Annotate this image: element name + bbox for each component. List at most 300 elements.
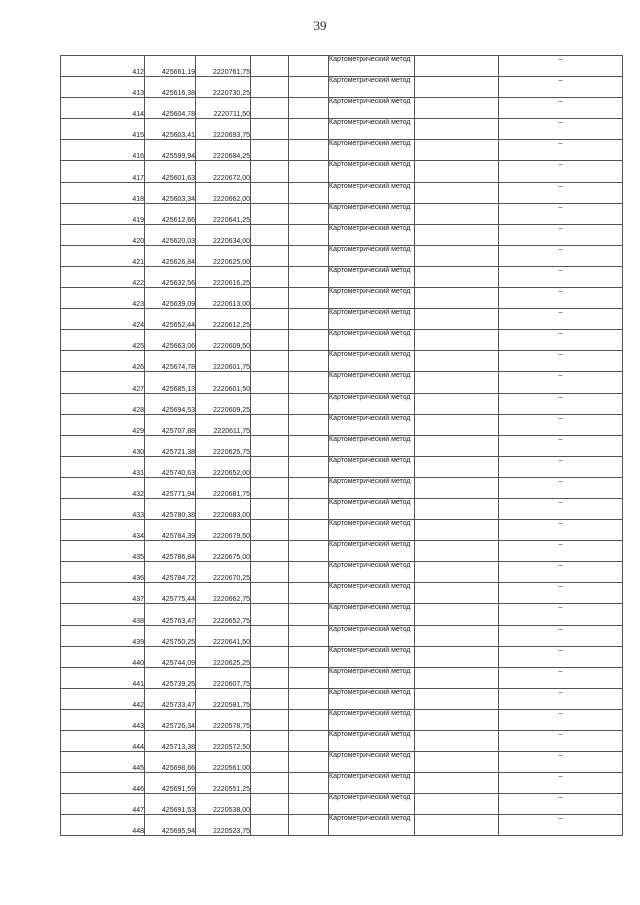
empty-cell: [415, 456, 499, 477]
empty-cell: [415, 203, 499, 224]
empty-cell: [289, 773, 329, 794]
empty-cell: [415, 773, 499, 794]
empty-cell: [415, 435, 499, 456]
empty-cell: [289, 731, 329, 752]
x-coordinate-cell: 425784,72: [145, 562, 196, 583]
note-cell: –: [499, 604, 623, 625]
point-number-cell: 439: [61, 625, 145, 646]
note-cell: –: [499, 688, 623, 709]
point-number-cell: 417: [61, 161, 145, 182]
empty-cell: [415, 604, 499, 625]
empty-cell: [251, 414, 289, 435]
empty-cell: [415, 393, 499, 414]
method-cell: Картометрический метод: [329, 477, 415, 498]
y-coordinate-cell: 2220625,00: [196, 245, 251, 266]
empty-cell: [289, 688, 329, 709]
empty-cell: [251, 773, 289, 794]
empty-cell: [415, 752, 499, 773]
table-row: [61, 161, 623, 182]
empty-cell: [251, 625, 289, 646]
y-coordinate-cell: 2220634,00: [196, 224, 251, 245]
empty-cell: [415, 98, 499, 119]
note-cell: –: [499, 435, 623, 456]
empty-cell: [289, 562, 329, 583]
x-coordinate-cell: 425652,44: [145, 309, 196, 330]
table-row: [61, 266, 623, 287]
y-coordinate-cell: 2220683,00: [196, 498, 251, 519]
x-coordinate-cell: 425603,34: [145, 182, 196, 203]
empty-cell: [251, 266, 289, 287]
point-number-cell: 415: [61, 119, 145, 140]
method-cell: Картометрический метод: [329, 731, 415, 752]
x-coordinate-cell: 425786,84: [145, 541, 196, 562]
method-cell: Картометрический метод: [329, 351, 415, 372]
empty-cell: [251, 541, 289, 562]
empty-cell: [415, 161, 499, 182]
empty-cell: [289, 583, 329, 604]
y-coordinate-cell: 2220681,75: [196, 477, 251, 498]
point-number-cell: 418: [61, 182, 145, 203]
method-cell: Картометрический метод: [329, 119, 415, 140]
x-coordinate-cell: 425691,53: [145, 794, 196, 815]
method-cell: Картометрический метод: [329, 372, 415, 393]
note-cell: –: [499, 245, 623, 266]
table-row: [61, 245, 623, 266]
method-cell: Картометрический метод: [329, 498, 415, 519]
method-cell: Картометрический метод: [329, 77, 415, 98]
empty-cell: [251, 288, 289, 309]
empty-cell: [289, 56, 329, 77]
note-cell: –: [499, 667, 623, 688]
table-row: [61, 709, 623, 730]
y-coordinate-cell: 2220538,00: [196, 794, 251, 815]
empty-cell: [251, 477, 289, 498]
empty-cell: [251, 667, 289, 688]
empty-cell: [251, 351, 289, 372]
point-number-cell: 422: [61, 266, 145, 287]
table-row: [61, 140, 623, 161]
empty-cell: [415, 351, 499, 372]
table-row: [61, 667, 623, 688]
empty-cell: [251, 498, 289, 519]
empty-cell: [251, 435, 289, 456]
empty-cell: [289, 477, 329, 498]
empty-cell: [251, 646, 289, 667]
y-coordinate-cell: 2220607,75: [196, 667, 251, 688]
table-row: [61, 583, 623, 604]
empty-cell: [251, 56, 289, 77]
table-row: [61, 498, 623, 519]
y-coordinate-cell: 2220625,75: [196, 435, 251, 456]
y-coordinate-cell: 2220711,50: [196, 98, 251, 119]
point-number-cell: 444: [61, 731, 145, 752]
y-coordinate-cell: 2220652,00: [196, 456, 251, 477]
note-cell: –: [499, 393, 623, 414]
x-coordinate-cell: 425698,66: [145, 752, 196, 773]
table-row: [61, 435, 623, 456]
note-cell: –: [499, 815, 623, 836]
empty-cell: [289, 520, 329, 541]
y-coordinate-cell: 2220601,50: [196, 372, 251, 393]
table-row: [61, 731, 623, 752]
empty-cell: [415, 372, 499, 393]
table-row: [61, 224, 623, 245]
note-cell: –: [499, 182, 623, 203]
note-cell: –: [499, 477, 623, 498]
empty-cell: [289, 435, 329, 456]
x-coordinate-cell: 425663,06: [145, 330, 196, 351]
method-cell: Картометрический метод: [329, 794, 415, 815]
empty-cell: [415, 815, 499, 836]
x-coordinate-cell: 425632,56: [145, 266, 196, 287]
y-coordinate-cell: 2220613,00: [196, 288, 251, 309]
point-number-cell: 423: [61, 288, 145, 309]
x-coordinate-cell: 425599,94: [145, 140, 196, 161]
empty-cell: [251, 456, 289, 477]
point-number-cell: 431: [61, 456, 145, 477]
empty-cell: [289, 288, 329, 309]
x-coordinate-cell: 425721,38: [145, 435, 196, 456]
point-number-cell: 416: [61, 140, 145, 161]
point-number-cell: 438: [61, 604, 145, 625]
y-coordinate-cell: 2220761,75: [196, 56, 251, 77]
empty-cell: [415, 224, 499, 245]
point-number-cell: 428: [61, 393, 145, 414]
point-number-cell: 436: [61, 562, 145, 583]
x-coordinate-cell: 425661,19: [145, 56, 196, 77]
empty-cell: [289, 667, 329, 688]
empty-cell: [415, 731, 499, 752]
empty-cell: [289, 203, 329, 224]
y-coordinate-cell: 2220609,25: [196, 393, 251, 414]
x-coordinate-cell: 425744,09: [145, 646, 196, 667]
point-number-cell: 440: [61, 646, 145, 667]
empty-cell: [251, 245, 289, 266]
note-cell: –: [499, 351, 623, 372]
empty-cell: [251, 520, 289, 541]
empty-cell: [415, 498, 499, 519]
empty-cell: [415, 709, 499, 730]
coordinates-table: [60, 55, 623, 836]
note-cell: –: [499, 520, 623, 541]
x-coordinate-cell: 425695,94: [145, 815, 196, 836]
table-row: [61, 520, 623, 541]
point-number-cell: 433: [61, 498, 145, 519]
method-cell: Картометрический метод: [329, 688, 415, 709]
empty-cell: [415, 646, 499, 667]
empty-cell: [289, 815, 329, 836]
y-coordinate-cell: 2220675,00: [196, 541, 251, 562]
point-number-cell: 427: [61, 372, 145, 393]
table-row: [61, 414, 623, 435]
empty-cell: [289, 372, 329, 393]
table-row: [61, 309, 623, 330]
note-cell: –: [499, 161, 623, 182]
empty-cell: [289, 646, 329, 667]
empty-cell: [415, 562, 499, 583]
empty-cell: [415, 583, 499, 604]
method-cell: Картометрический метод: [329, 646, 415, 667]
x-coordinate-cell: 425733,47: [145, 688, 196, 709]
note-cell: –: [499, 330, 623, 351]
table-row: [61, 646, 623, 667]
method-cell: Картометрический метод: [329, 625, 415, 646]
y-coordinate-cell: 2220670,25: [196, 562, 251, 583]
empty-cell: [415, 330, 499, 351]
page-number: 39: [313, 18, 327, 33]
empty-cell: [289, 245, 329, 266]
table-row: [61, 604, 623, 625]
x-coordinate-cell: 425771,94: [145, 477, 196, 498]
method-cell: Картометрический метод: [329, 330, 415, 351]
y-coordinate-cell: 2220561,00: [196, 752, 251, 773]
method-cell: Картометрический метод: [329, 435, 415, 456]
empty-cell: [415, 414, 499, 435]
empty-cell: [251, 309, 289, 330]
point-number-cell: 447: [61, 794, 145, 815]
table-row: [61, 541, 623, 562]
x-coordinate-cell: 425612,66: [145, 203, 196, 224]
table-row: [61, 203, 623, 224]
note-cell: –: [499, 56, 623, 77]
empty-cell: [251, 98, 289, 119]
note-cell: –: [499, 498, 623, 519]
x-coordinate-cell: 425784,39: [145, 520, 196, 541]
note-cell: –: [499, 98, 623, 119]
y-coordinate-cell: 2220612,25: [196, 309, 251, 330]
x-coordinate-cell: 425639,09: [145, 288, 196, 309]
y-coordinate-cell: 2220601,75: [196, 351, 251, 372]
table-row: [61, 688, 623, 709]
x-coordinate-cell: 425616,38: [145, 77, 196, 98]
note-cell: –: [499, 625, 623, 646]
table-row: [61, 794, 623, 815]
empty-cell: [415, 245, 499, 266]
table-row: [61, 98, 623, 119]
point-number-cell: 430: [61, 435, 145, 456]
empty-cell: [415, 119, 499, 140]
empty-cell: [251, 140, 289, 161]
x-coordinate-cell: 425740,63: [145, 456, 196, 477]
empty-cell: [415, 688, 499, 709]
y-coordinate-cell: 2220581,75: [196, 688, 251, 709]
y-coordinate-cell: 2220578,75: [196, 709, 251, 730]
x-coordinate-cell: 425763,47: [145, 604, 196, 625]
note-cell: –: [499, 372, 623, 393]
empty-cell: [289, 604, 329, 625]
method-cell: Картометрический метод: [329, 456, 415, 477]
point-number-cell: 445: [61, 752, 145, 773]
table-row: [61, 372, 623, 393]
empty-cell: [251, 752, 289, 773]
empty-cell: [251, 77, 289, 98]
table-row: [61, 773, 623, 794]
empty-cell: [251, 372, 289, 393]
empty-cell: [289, 77, 329, 98]
empty-cell: [289, 140, 329, 161]
x-coordinate-cell: 425620,03: [145, 224, 196, 245]
point-number-cell: 441: [61, 667, 145, 688]
empty-cell: [251, 562, 289, 583]
x-coordinate-cell: 425707,88: [145, 414, 196, 435]
note-cell: –: [499, 583, 623, 604]
y-coordinate-cell: 2220609,50: [196, 330, 251, 351]
method-cell: Картометрический метод: [329, 182, 415, 203]
y-coordinate-cell: 2220662,00: [196, 182, 251, 203]
empty-cell: [415, 520, 499, 541]
empty-cell: [415, 266, 499, 287]
note-cell: –: [499, 773, 623, 794]
y-coordinate-cell: 2220672,00: [196, 161, 251, 182]
note-cell: –: [499, 288, 623, 309]
method-cell: Картометрический метод: [329, 773, 415, 794]
x-coordinate-cell: 425694,53: [145, 393, 196, 414]
x-coordinate-cell: 425604,78: [145, 98, 196, 119]
x-coordinate-cell: 425780,38: [145, 498, 196, 519]
empty-cell: [251, 203, 289, 224]
method-cell: Картометрический метод: [329, 393, 415, 414]
table-row: [61, 456, 623, 477]
empty-cell: [415, 77, 499, 98]
x-coordinate-cell: 425713,38: [145, 731, 196, 752]
empty-cell: [289, 541, 329, 562]
method-cell: Картометрический метод: [329, 224, 415, 245]
method-cell: Картометрический метод: [329, 140, 415, 161]
method-cell: Картометрический метод: [329, 288, 415, 309]
x-coordinate-cell: 425775,44: [145, 583, 196, 604]
x-coordinate-cell: 425626,84: [145, 245, 196, 266]
method-cell: Картометрический метод: [329, 562, 415, 583]
table-row: [61, 815, 623, 836]
method-cell: Картометрический метод: [329, 520, 415, 541]
empty-cell: [251, 688, 289, 709]
method-cell: Картометрический метод: [329, 161, 415, 182]
empty-cell: [289, 351, 329, 372]
y-coordinate-cell: 2220523,75: [196, 815, 251, 836]
empty-cell: [415, 625, 499, 646]
note-cell: –: [499, 709, 623, 730]
y-coordinate-cell: 2220730,25: [196, 77, 251, 98]
note-cell: –: [499, 119, 623, 140]
table-row: [61, 562, 623, 583]
empty-cell: [289, 161, 329, 182]
empty-cell: [415, 56, 499, 77]
empty-cell: [289, 266, 329, 287]
point-number-cell: 442: [61, 688, 145, 709]
empty-cell: [415, 794, 499, 815]
method-cell: Картометрический метод: [329, 752, 415, 773]
empty-cell: [289, 709, 329, 730]
table-row: [61, 330, 623, 351]
note-cell: –: [499, 266, 623, 287]
table-row: [61, 477, 623, 498]
point-number-cell: 420: [61, 224, 145, 245]
table-row: [61, 752, 623, 773]
empty-cell: [415, 288, 499, 309]
empty-cell: [289, 794, 329, 815]
y-coordinate-cell: 2220572,50: [196, 731, 251, 752]
table-body: [61, 56, 623, 836]
empty-cell: [289, 393, 329, 414]
note-cell: –: [499, 646, 623, 667]
x-coordinate-cell: 425691,59: [145, 773, 196, 794]
empty-cell: [251, 604, 289, 625]
method-cell: Картометрический метод: [329, 203, 415, 224]
empty-cell: [251, 583, 289, 604]
table-row: [61, 288, 623, 309]
point-number-cell: 429: [61, 414, 145, 435]
note-cell: –: [499, 541, 623, 562]
table-row: [61, 56, 623, 77]
y-coordinate-cell: 2220652,75: [196, 604, 251, 625]
point-number-cell: 435: [61, 541, 145, 562]
point-number-cell: 443: [61, 709, 145, 730]
empty-cell: [415, 309, 499, 330]
method-cell: Картометрический метод: [329, 667, 415, 688]
point-number-cell: 414: [61, 98, 145, 119]
note-cell: –: [499, 224, 623, 245]
x-coordinate-cell: 425750,25: [145, 625, 196, 646]
empty-cell: [251, 393, 289, 414]
method-cell: Картометрический метод: [329, 583, 415, 604]
empty-cell: [289, 625, 329, 646]
empty-cell: [251, 224, 289, 245]
x-coordinate-cell: 425674,78: [145, 351, 196, 372]
method-cell: Картометрический метод: [329, 709, 415, 730]
empty-cell: [251, 330, 289, 351]
y-coordinate-cell: 2220679,50: [196, 520, 251, 541]
method-cell: Картометрический метод: [329, 309, 415, 330]
point-number-cell: 419: [61, 203, 145, 224]
y-coordinate-cell: 2220641,25: [196, 203, 251, 224]
table-row: [61, 393, 623, 414]
point-number-cell: 446: [61, 773, 145, 794]
x-coordinate-cell: 425603,41: [145, 119, 196, 140]
note-cell: –: [499, 309, 623, 330]
point-number-cell: 434: [61, 520, 145, 541]
note-cell: –: [499, 731, 623, 752]
empty-cell: [251, 815, 289, 836]
empty-cell: [289, 182, 329, 203]
empty-cell: [289, 752, 329, 773]
point-number-cell: 413: [61, 77, 145, 98]
empty-cell: [415, 667, 499, 688]
empty-cell: [415, 140, 499, 161]
note-cell: –: [499, 562, 623, 583]
note-cell: –: [499, 203, 623, 224]
note-cell: –: [499, 414, 623, 435]
empty-cell: [289, 456, 329, 477]
method-cell: Картометрический метод: [329, 56, 415, 77]
empty-cell: [289, 98, 329, 119]
y-coordinate-cell: 2220684,25: [196, 140, 251, 161]
method-cell: Картометрический метод: [329, 541, 415, 562]
method-cell: Картометрический метод: [329, 98, 415, 119]
note-cell: –: [499, 140, 623, 161]
empty-cell: [415, 541, 499, 562]
method-cell: Картометрический метод: [329, 245, 415, 266]
x-coordinate-cell: 425726,34: [145, 709, 196, 730]
table-row: [61, 182, 623, 203]
point-number-cell: 426: [61, 351, 145, 372]
empty-cell: [415, 182, 499, 203]
point-number-cell: 437: [61, 583, 145, 604]
point-number-cell: 425: [61, 330, 145, 351]
empty-cell: [289, 498, 329, 519]
empty-cell: [251, 731, 289, 752]
empty-cell: [289, 224, 329, 245]
table-row: [61, 119, 623, 140]
